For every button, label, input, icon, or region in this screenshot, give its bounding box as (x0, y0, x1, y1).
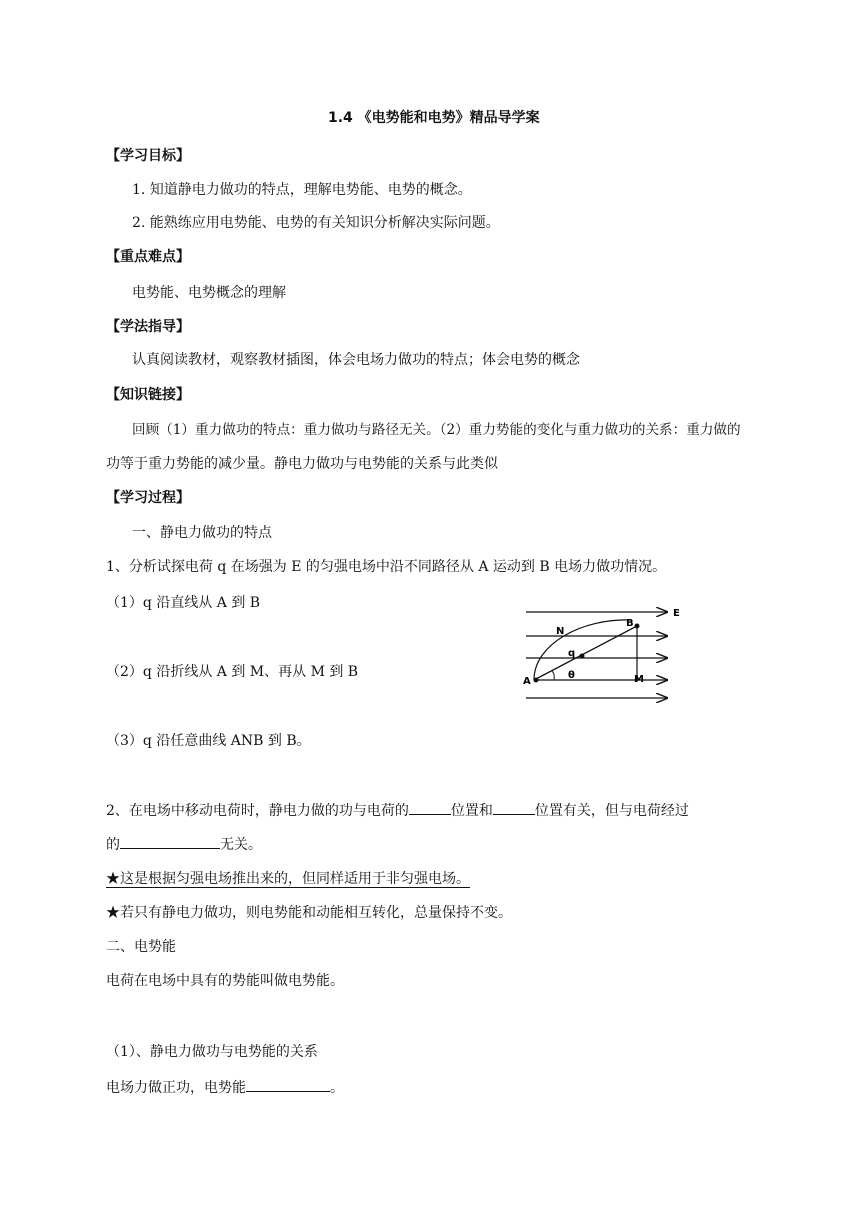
links-text-line1: 回顾（1）重力做功的特点：重力做功与路径无关。（2）重力势能的变化与重力做功的关系：重力做的 (132, 422, 741, 438)
q2-part-a: 2、在电场中移动电荷时，静电力做的功与电荷的 (106, 803, 409, 819)
question-1: 1、分析试探电荷 q 在场强为 E 的匀强电场中沿不同路径从 A 运动到 B 电场力做功情况。 (106, 559, 667, 575)
key-points-text: 电势能、电势概念的理解 (132, 285, 286, 301)
process-heading: 【学习过程】 (106, 490, 190, 506)
sub-section-1-text (106, 1077, 344, 1098)
sub-section-1-title: （1）、静电力做功与电势能的关系 (106, 1044, 318, 1060)
case-2: （2）q 沿折线从 A 到 M、再从 M 到 B (106, 664, 359, 680)
question-2-line2 (106, 834, 262, 855)
label-theta: θ (568, 670, 575, 681)
q2-part-e: 无关。 (220, 837, 262, 853)
sub1-text: 电场力做正功，电势能 (106, 1080, 246, 1096)
electric-field-diagram (522, 604, 702, 716)
part1-title: 一、静电力做功的特点 (132, 525, 272, 541)
star-note-1: ★这是根据匀强电场推出来的，但同样适用于非匀强电场。 (106, 871, 470, 887)
label-q: q (568, 648, 576, 659)
blank-potential-energy-change[interactable] (246, 1077, 330, 1092)
objectives-heading: 【学习目标】 (106, 148, 190, 164)
question-2-line1 (106, 800, 689, 821)
blank-end-position[interactable] (493, 800, 535, 815)
label-N: N (556, 626, 565, 637)
label-M: M (634, 674, 644, 685)
q2-part-b: 位置和 (450, 803, 493, 819)
objective-item-1: 1. 知道静电力做功的特点，理解电势能、电势的概念。 (132, 182, 472, 198)
star-note-2: ★若只有静电力做功，则电势能和动能相互转化，总量保持不变。 (106, 905, 512, 921)
case-3: （3）q 沿任意曲线 ANB 到 B。 (106, 733, 311, 749)
page-title: 1.4 《电势能和电势》精品导学案 (328, 110, 540, 126)
label-A: A (523, 676, 531, 687)
potential-energy-definition: 电荷在电场中具有的势能叫做电势能。 (106, 973, 344, 989)
method-text: 认真阅读教材，观察教材插图，体会电场力做功的特点；体会电势的概念 (132, 352, 580, 368)
links-text-line2: 功等于重力势能的减少量。静电力做功与电势能的关系与此类似 (106, 456, 498, 472)
case-1: （1）q 沿直线从 A 到 B (106, 595, 261, 611)
key-points-heading: 【重点难点】 (106, 249, 190, 265)
method-heading: 【学法指导】 (106, 319, 190, 335)
q2-part-d: 的 (106, 837, 120, 853)
objective-item-2: 2. 能熟练应用电势能、电势的有关知识分析解决实际问题。 (132, 215, 500, 231)
links-heading: 【知识链接】 (106, 387, 190, 403)
q2-part-c: 位置有关，但与电荷经过 (534, 803, 689, 819)
part2-title: 二、电势能 (106, 939, 176, 955)
blank-start-position[interactable] (409, 800, 451, 815)
sub1-end: 。 (330, 1080, 344, 1096)
label-B: B (626, 618, 634, 629)
label-E: E (673, 608, 680, 619)
blank-path[interactable] (120, 834, 220, 849)
